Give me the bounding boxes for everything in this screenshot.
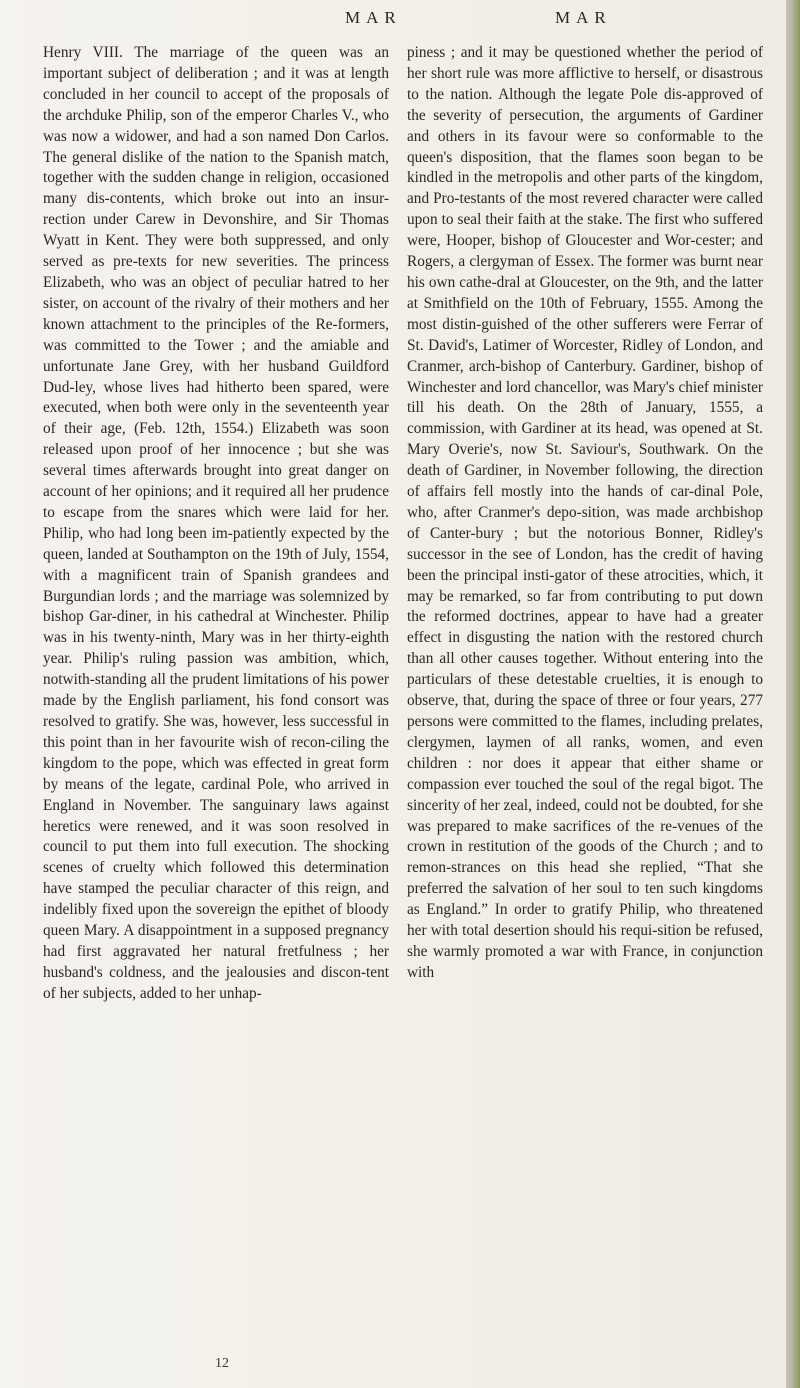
text-column-left: Henry VIII. The marriage of the queen was an important subject of deliberation ; and it was at length concluded in her council to accept of the proposals of the archduke Philip, son of the emperor Charles V., who was now a widower, and had a son named Don Carlos. The general dislike of the nation to the Spanish match, together with the sudden change in religion, occasioned many dis-contents, which broke out into an insur-rection under Carew in Devonshire, and Sir Thomas Wyatt in Kent. They were both suppressed, and only served as pre-texts for new severities. The princess Elizabeth, who was an object of peculiar hatred to her sister, on account of the rivalry of their mothers and her known attachment to the principles of the Re-formers, was committed to the Tower ; and the amiable and unfortunate Jane Grey, with her husband Guildford Dud-ley, whose lives had hitherto been spared, were executed, when both were only in the seventeenth year of their age, (Feb. 12th, 1554.) Elizabeth was soon released upon proof of her innocence ; but she was several times afterwards brought into great danger on account of her opinions; and it required all her prudence to escape from the snares which were laid for her. Philip, who had long been im-patiently expected by the queen, landed at Southampton on the 19th of July, 1554, with a magnificent train of Spanish grandees and Burgundian lords ; and the marriage was solemnized by bishop Gar-diner, in his cathedral at Winchester. Philip was in his twenty-ninth, Mary was in her thirty-eighth year. Philip's ruling passion was ambition, which, notwith-standing all the prudent limitations of his power made by the English parliament, his fond consort was resolved to gratify. She was, however, less successful in this point than in her favourite wish of recon-ciling the kingdom to the pope, which was effected in great form by means of the legate, cardinal Pole, who arrived in England in November. The sanguinary laws against heretics were renewed, and it was soon resolved in council to put them into full execution. The shocking scenes of cruelty which followed this determination have stamped the peculiar character of this reign, and indelibly fixed upon the sovereign the epithet of bloody queen Mary. A disappointment in a supposed pregnancy had first aggravated her natural fretfulness ; her husband's coldness, and the jealousies and discon-tent of her subjects, added to her unhap- [43,44,389,1002]
page-edge-stain [786,0,800,1388]
running-head-left: MAR [345,8,402,27]
running-head-right: MAR [555,8,612,27]
text-column-right: piness ; and it may be questioned whether the period of her short rule was more afflictive to herself, or disastrous to the nation. Although the legate Pole dis-approved of the severity of persecution, the arguments of Gardiner and others in its favour were so conformable to the queen's disposition, that the flames soon began to be kindled in the metropolis and other parts of the kingdom, and Pro-testants of the most revered character were called upon to seal their faith at the stake. The first who suffered were, Hooper, bishop of Gloucester and Wor-cester; and Rogers, a clergyman of Essex. The former was burnt near his own cathe-dral at Gloucester, on the 9th, and the latter at Smithfield on the 10th of February, 1555. Among the most distin-guished of the other sufferers were Ferrar of St. David's, Latimer of Worcester, Ridley of London, and Cranmer, arch-bishop of Canterbury. Gardiner, bishop of Winchester and lord chancellor, was Mary's chief minister till his death. On the 28th of January, 1555, a commission, with Gardiner at its head, was opened at St. Mary Overie's, now St. Saviour's, Southwark. On the death of Gardiner, in November following, the direction of affairs fell mostly into the hands of car-dinal Pole, who, after Cranmer's depo-sition, was made archbishop of Canter-bury ; but the notorious Bonner, Ridley's successor in the see of London, has the credit of having been the principal insti-gator of these atrocities, which, it may be remarked, so far from contributing to put down the reformed doctrines, appear to have had a greater effect in disgusting the nation with the restored church than all other causes together. Without entering into the particulars of these detestable cruelties, it is enough to observe, that, during the space of three or four years, 277 persons were committed to the flames, including prelates, clergymen, laymen of all ranks, women, and even children : nor does it appear that either shame or compassion ever touched the soul of the regal bigot. The sincerity of her zeal, indeed, could not be doubted, for she was prepared to make sacrifices of the re-venues of the crown in restitution of the goods of the Church ; and to remon-strances on this head she replied, “That she preferred the salvation of her soul to ten such kingdoms as England.” In order to gratify Philip, who threatened her with total desertion should his requi-sition be refused, she warmly promoted a war with France, in conjunction with [407,44,763,981]
page-number: 12 [215,1356,229,1371]
